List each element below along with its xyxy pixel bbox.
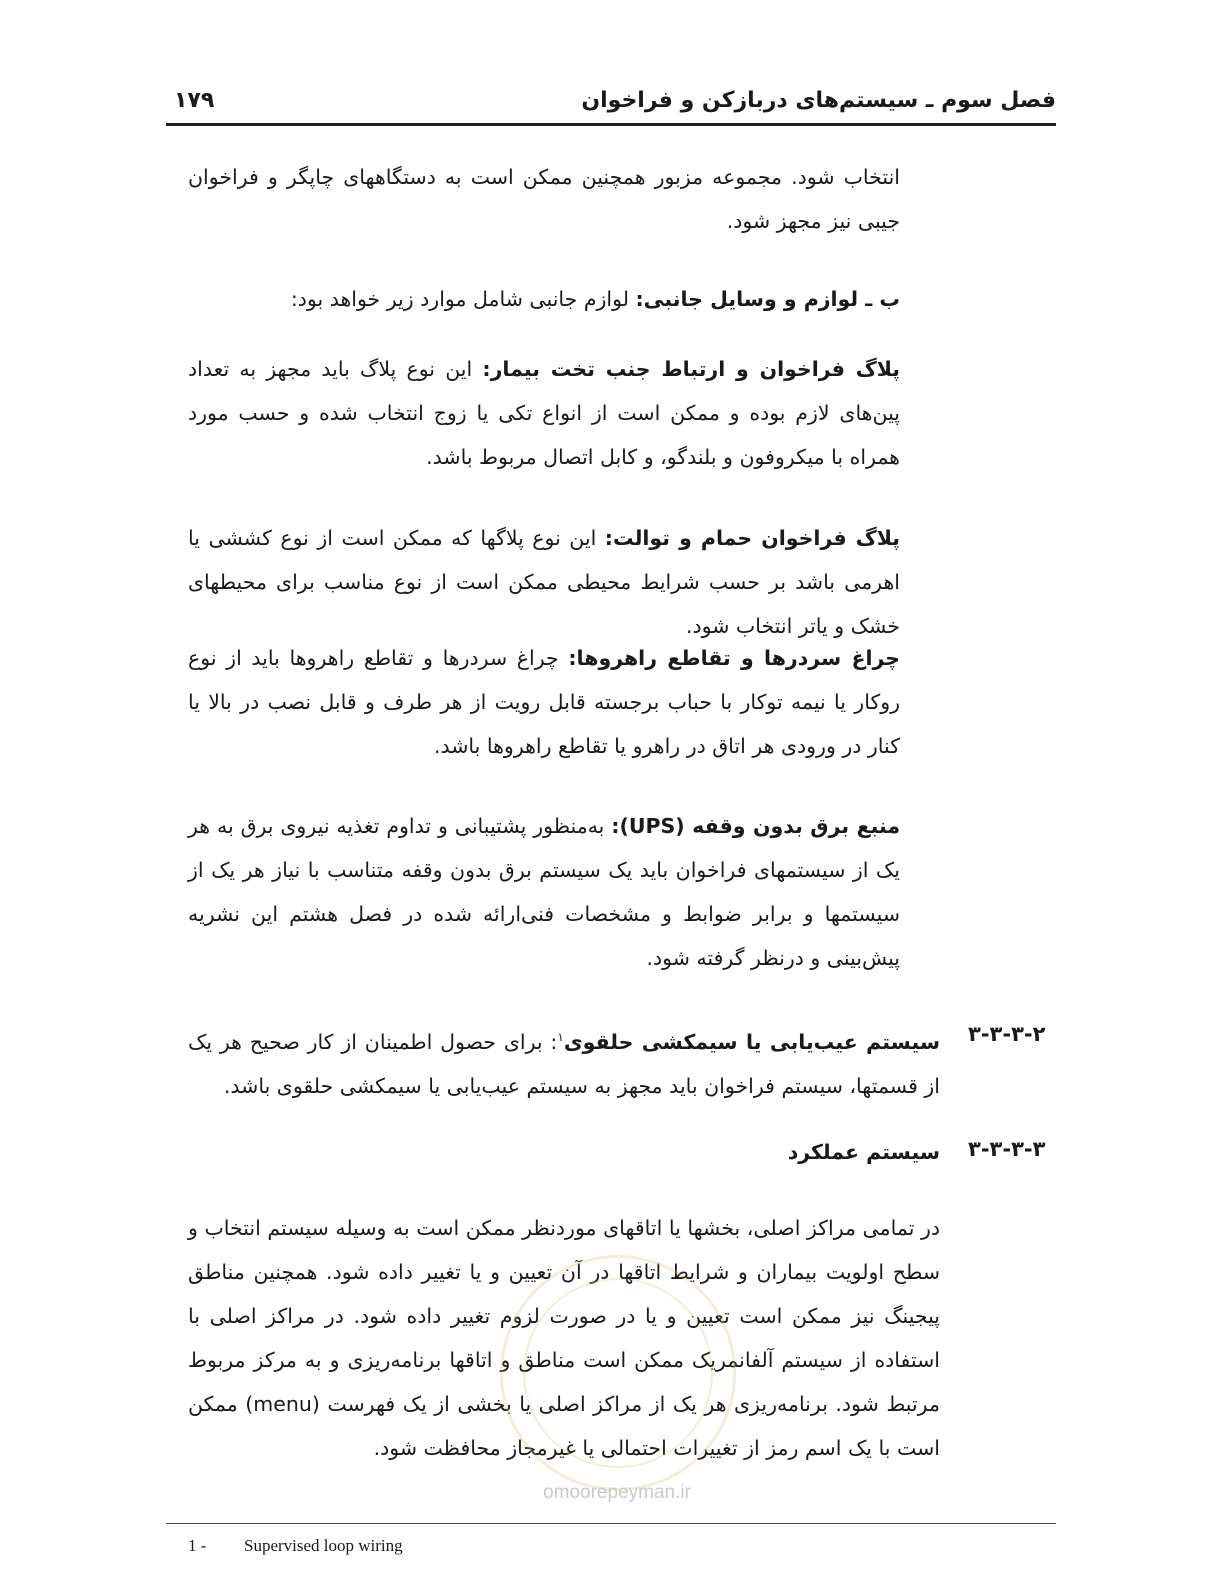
paragraph-heading: پلاگ فراخوان حمام و توالت: bbox=[604, 526, 900, 550]
paragraph-text: چراغ سردرها و تقاطع راهروها باید از نوع روکار یا نیمه توکار با حباب برجسته قابل رویت از هر طرف و قابل نصب در بالا یا کنار در ورودی هر اتاق در راهرو یا تقاطع راهروها باشد. bbox=[188, 646, 900, 758]
paragraph-heading: منبع برق بدون وقفه (UPS): bbox=[611, 814, 901, 838]
paragraph-heading: پلاگ فراخوان و ارتباط جنب تخت بیمار: bbox=[482, 357, 901, 381]
footnote bbox=[188, 1536, 403, 1556]
section-text: : برای حصول اطمینان از کار صحیح هر یک از قسمتها، سیستم فراخوان باید مجهز به سیستم عیب‌یابی یا سیمکشی حلقوی باشد. bbox=[188, 1029, 940, 1098]
paragraph-text: لوازم جانبی شامل موارد زیر خواهد بود: bbox=[290, 287, 636, 311]
paragraph-bedside-plug bbox=[188, 347, 900, 479]
paragraph-accessories bbox=[188, 277, 900, 321]
paragraph-text: این نوع پلاگ باید مجهز به تعداد پین‌های لازم بوده و ممکن است از انواع تکی یا زوج انتخاب شده و حسب مورد همراه با میکروفون و بلندگو، و کابل اتصال مربوط باشد. bbox=[188, 357, 900, 469]
paragraph-heading: ب ـ لوازم و وسایل جانبی: bbox=[635, 287, 900, 311]
section-operation-text bbox=[188, 1206, 940, 1470]
footnote-divider bbox=[166, 1523, 1056, 1524]
footnote-number: 1 - bbox=[188, 1536, 207, 1555]
section-number: ۳-۳-۳-۲ bbox=[968, 1022, 1046, 1046]
header-divider bbox=[166, 123, 1056, 126]
paragraph-text: به‌منظور پشتیبانی و تداوم تغذیه نیروی برق به هر یک از سیستمهای فراخوان باید یک سیستم برق بدون وقفه متناسب با نیاز هر یک از سیستمها و برابر ضوابط و مشخصات فنی‌ارائه شده در فصل هشتم این نشریه پیش‌بینی و درنظر گرفته شود. bbox=[188, 814, 900, 970]
paragraph-ups bbox=[188, 804, 900, 980]
page-number: ۱۷۹ bbox=[174, 88, 215, 113]
paragraph-heading: چراغ سردرها و تقاطع راهروها: bbox=[568, 646, 900, 670]
paragraph-continuation bbox=[188, 155, 900, 243]
paragraph-corridor-lights bbox=[188, 636, 900, 768]
page-header bbox=[166, 88, 1056, 122]
watermark-site: omoorepeyman.ir bbox=[543, 1482, 691, 1503]
paragraph-text: انتخاب شود. مجموعه مزبور همچنین ممکن است به دستگاههای چاپگر و فراخوان جیبی نیز مجهز شود. bbox=[188, 165, 900, 233]
section-supervised-loop bbox=[188, 1015, 940, 1108]
section-title: سیستم عیب‌یابی یا سیمکشی حلقوی bbox=[563, 1029, 940, 1054]
section-title: سیستم عملکرد bbox=[787, 1140, 940, 1164]
section-number: ۳-۳-۳-۳ bbox=[968, 1137, 1046, 1161]
footnote-text: Supervised loop wiring bbox=[244, 1536, 403, 1555]
section-operation-heading bbox=[188, 1130, 940, 1174]
chapter-title: فصل سوم ـ سیستم‌های دربازکن و فراخوان bbox=[581, 88, 1056, 113]
footnote-mark: ۱ bbox=[557, 1030, 564, 1044]
paragraph-bathroom-plug bbox=[188, 516, 900, 648]
paragraph-text: این نوع پلاگها که ممکن است از نوع کششی یا اهرمی باشد بر حسب شرایط محیطی ممکن است از نوع مناسب برای محیطهای خشک و یاتر انتخاب شود. bbox=[188, 526, 900, 638]
section-text: در تمامی مراکز اصلی، بخشها یا اتاقهای موردنظر ممکن است به وسیله سیستم انتخاب و سطح اولویت بیماران و شرایط اتاقها در آن تعیین و یا تغییر داده شود. همچنین مناطق پیجینگ نیز ممکن است تعیین و یا در صورت لزوم تغییر داده شود. در مراکز اصلی با استفاده از سیستم آلفانمریک ممکن است مناطق و اتاقها برنامه‌ریزی و به مرکز مربوط مرتبط شود. برنامه‌ریزی هر یک از مراکز اصلی یا بخشی از یک فهرست (menu) ممکن است با یک اسم رمز از تغییرات احتمالی یا غیرمجاز محافظت شود. bbox=[188, 1216, 940, 1460]
